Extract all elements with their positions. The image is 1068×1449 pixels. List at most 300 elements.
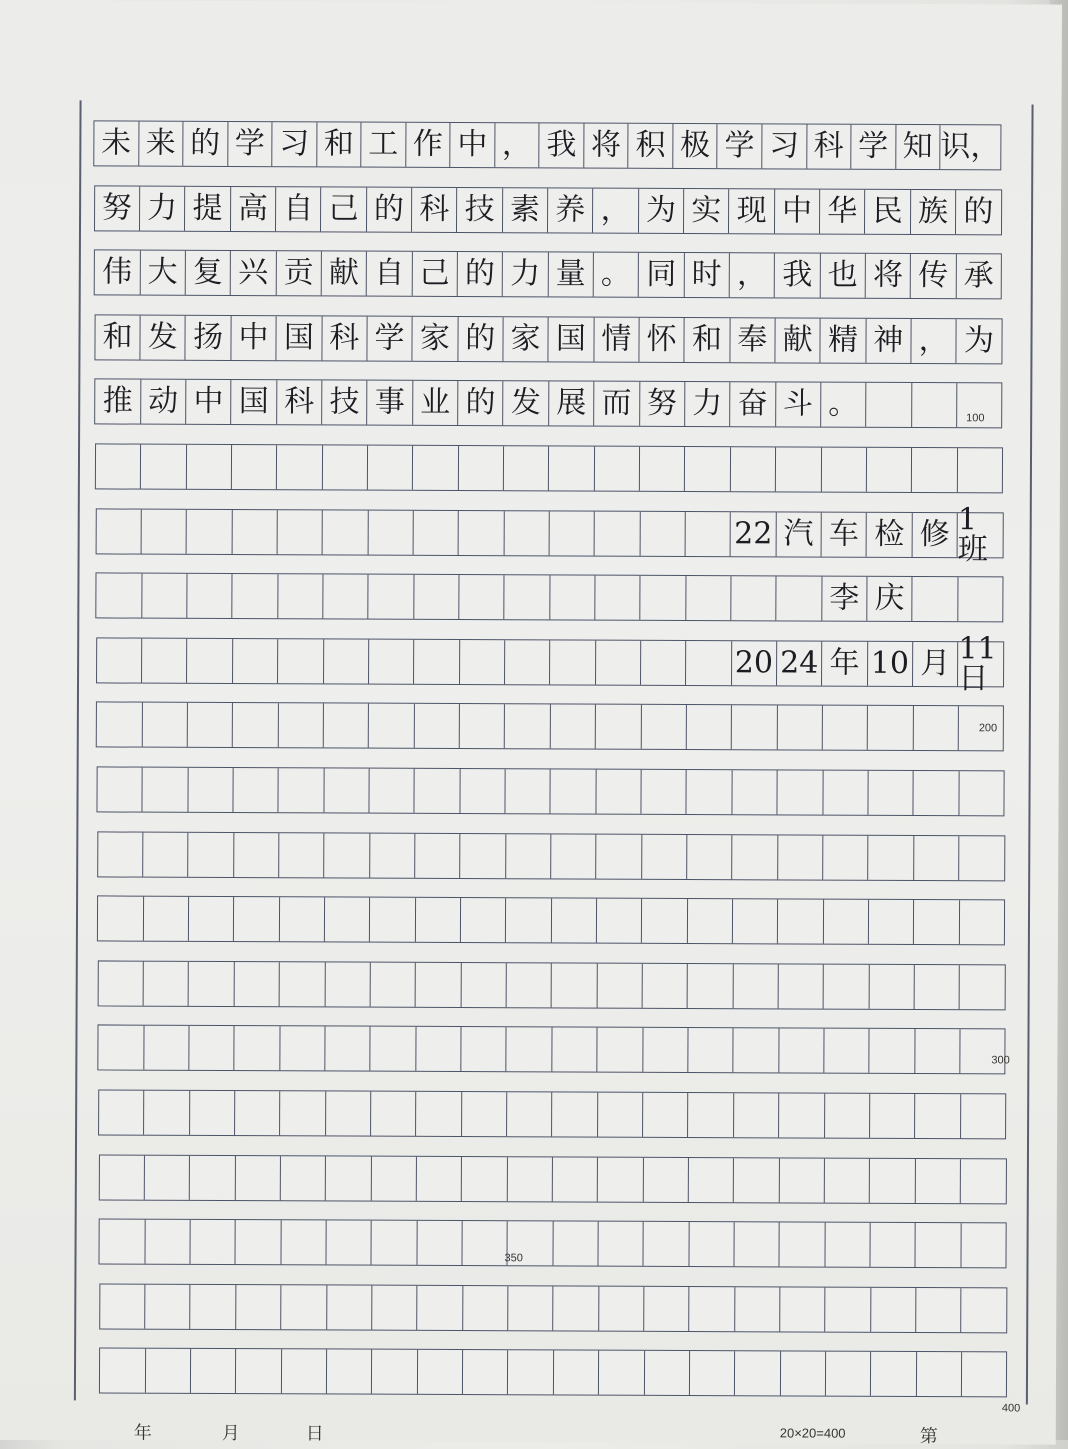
grid-cell [598,1093,644,1137]
grid-cell [141,445,187,489]
grid-cell [326,1156,372,1200]
grid-cell [595,511,641,555]
grid-cell [685,447,731,491]
grid-cell [99,1155,145,1199]
grid-cell [146,1349,192,1393]
count-350: 350 [504,1252,523,1265]
grid-cell: 献 [775,318,821,362]
grid-cell: 发 [504,382,550,426]
footer-grid-spec: 20×20=400 [779,1425,846,1441]
grid-cell [144,1091,190,1135]
grid-cell [733,964,779,1008]
grid-cell [504,446,550,490]
grid-cell [191,1349,237,1393]
grid-cell [961,1094,1006,1138]
grid-cell [324,639,370,683]
grid-cell: 高 [231,187,277,231]
grid-cell: 业 [413,381,459,425]
grid-cell [462,1221,508,1265]
grid-cell [640,511,686,555]
grid-cell [280,1091,326,1135]
grid-cell [145,1155,191,1199]
grid-cell [732,770,778,814]
grid-cell [98,961,144,1005]
count-300: 300 [991,1054,1010,1067]
grid-cell: 努 [95,186,141,230]
grid-cell: 修 [912,513,958,557]
grid-cell [142,703,188,747]
grid-cell [868,706,914,750]
grid-cell [779,964,825,1008]
grid-cell: ， [911,319,957,363]
grid-cell: 华 [820,189,866,233]
grid-cell [641,705,687,749]
grid-row [94,250,1002,300]
grid-cell: 力 [140,186,186,230]
grid-cell: 。 [821,383,867,427]
grid-cell [640,447,686,491]
grid-row [98,1154,1006,1204]
grid-cell [234,897,280,941]
grid-cell [644,1222,690,1266]
grid-cell [551,769,597,813]
grid-row [97,831,1005,881]
grid-cell [553,1222,599,1266]
grid-cell: 自 [276,187,322,231]
grid-cell [505,640,551,684]
grid-cell [327,1350,373,1394]
grid-cell [415,769,461,813]
grid-cell: 养 [548,188,594,232]
grid-cell [598,1157,644,1201]
grid-cell [643,1157,689,1201]
grid-cell: 而 [594,382,640,426]
grid-cell [142,574,188,618]
grid-cell: 神 [866,319,912,363]
grid-cell [369,575,415,619]
grid-cell [778,770,824,814]
grid-cell [916,1223,962,1267]
grid-cell [958,577,1003,621]
grid-cell [823,706,869,750]
grid-cell: 科 [322,316,368,360]
grid-cell [461,1027,507,1071]
grid-cell [553,1286,599,1330]
grid-cell [597,834,643,878]
grid-cell [235,1091,281,1135]
grid-cell [644,1287,690,1331]
grid-cell [914,836,960,880]
grid-cell [824,964,870,1008]
grid-cell [417,1286,463,1330]
grid-cell [735,1287,781,1331]
grid-cell [916,1159,962,1203]
grid-cell [960,1030,1005,1074]
grid-cell: 习 [762,124,807,168]
grid-cell: 极 [673,124,718,168]
grid-cell [913,706,959,750]
grid-cell: 汽 [776,512,822,556]
grid-cell: 奋 [730,383,776,427]
grid-cell: 自 [367,252,413,296]
grid-cell [554,1351,600,1395]
grid-cell [779,1029,825,1073]
grid-cell [507,1028,553,1072]
grid-cell: 中 [231,316,277,360]
grid-cell [780,1352,826,1396]
grid-cell: 中 [451,123,496,167]
grid-cell [959,836,1004,880]
grid-cell [96,574,142,618]
grid-row [95,501,1003,567]
grid-cell [323,445,369,489]
grid-cell: 承 [963,258,994,294]
grid-cell [143,897,189,941]
grid-cell [777,577,823,621]
grid-cell [869,900,915,944]
grid-cell [415,833,461,877]
grid-cell [233,574,279,618]
grid-cell [236,1349,282,1393]
grid-cell [369,639,415,683]
grid-cell: 积 [629,124,674,168]
grid-cell [232,510,278,554]
grid-cell [687,770,733,814]
grid-cell [279,833,325,877]
grid-cell: 24 [777,641,823,685]
grid-cell: 推 [96,380,142,424]
grid-cell [733,835,779,879]
grid-cell [142,509,188,553]
grid-cell [642,834,688,878]
grid-cell [371,1156,417,1200]
grid-cell [962,1353,1007,1397]
grid-cell: 和 [685,318,731,362]
grid-cell [370,898,416,942]
grid-cell: 怀 [639,318,685,362]
grid-cell: 中 [775,189,821,233]
grid-cell [323,575,369,619]
grid-cell [686,576,732,620]
grid-cell [912,383,958,427]
grid-cell [825,1223,871,1267]
grid-cell: ， [730,253,776,297]
grid-cell [463,1350,509,1394]
footer [0,1418,1056,1448]
grid-cell: 发 [141,315,187,359]
grid-cell [825,1094,871,1138]
grid-cell [279,704,325,748]
grid-cell: 力 [685,382,731,426]
grid-cell: 为 [639,188,685,232]
grid-cell [96,444,142,488]
grid-cell [596,705,642,749]
grid-cell [731,576,777,620]
grid-cell [282,1350,328,1394]
grid-cell [143,768,189,812]
grid-cell [959,771,1004,815]
grid-cell [733,899,779,943]
grid-cell: 月 [913,642,959,686]
grid-cell [96,509,142,553]
grid-cell [825,1158,871,1202]
grid-row [94,185,1002,235]
grid-cell [144,961,190,1005]
grid-cell [957,448,1002,492]
grid-cell [415,898,461,942]
grid-cell [734,1029,780,1073]
grid-cell [779,1093,825,1137]
grid-cell: 科 [412,187,458,231]
grid-cell [689,1093,735,1137]
grid-cell [505,575,551,619]
grid-cell [327,1285,373,1329]
grid-cell: 学 [851,125,896,169]
grid-cell [99,1090,145,1134]
grid-cell [144,1026,190,1070]
grid-cell [369,704,415,748]
grid-cell [100,1349,146,1393]
grid-cell [371,1092,417,1136]
grid-cell: 1班 [957,501,988,567]
grid-cell: 作 [406,123,451,167]
grid-cell [641,641,687,685]
grid-cell [98,897,144,941]
grid-cell [417,1221,463,1265]
grid-cell [688,1028,734,1072]
grid-cell [188,768,234,812]
grid-cell [189,962,235,1006]
grid-cell: 10 [868,642,914,686]
grid-cell [599,1286,645,1330]
grid-cell: 提 [185,186,231,230]
grid-cell [279,897,325,941]
grid-cell [416,963,462,1007]
grid-cell [371,1027,417,1071]
grid-cell [236,1220,282,1264]
grid-cell [232,445,278,489]
grid-row [93,120,1001,170]
grid-row [98,1089,1006,1139]
grid-cell [188,832,234,876]
grid-cell: 来 [139,122,184,166]
grid-cell: 20 [732,641,778,685]
grid-cell [280,962,326,1006]
grid-cell: 未 [94,121,139,165]
grid-cell [644,1351,690,1395]
grid-cell [915,1029,961,1073]
grid-cell: 和 [317,122,362,166]
grid-cell: 学 [718,124,763,168]
grid-cell [776,447,822,491]
grid-cell [731,447,777,491]
grid-cell [688,964,734,1008]
grid-cell [505,705,551,749]
grid-cell: 李 [822,577,868,621]
grid-cell [508,1351,554,1395]
grid-cell [188,703,234,747]
grid-row [97,960,1005,1010]
grid-cell [689,1158,735,1202]
grid-cell: 精 [821,318,867,362]
grid-cell [642,899,688,943]
grid-cell [551,834,597,878]
grid-cell [826,1352,872,1396]
grid-cell [190,1155,236,1199]
grid-cell [553,1157,599,1201]
grid-cell [278,639,324,683]
grid-cell [870,1094,916,1138]
grid-cell [598,1222,644,1266]
grid-cell [418,1350,464,1394]
grid-cell [643,964,689,1008]
grid-cell: 。 [594,253,640,297]
grid-cell [504,511,550,555]
grid-cell [279,768,325,812]
grid-cell [869,965,915,1009]
grid-cell: 工 [361,123,406,167]
grid-cell [867,448,913,492]
grid-cell: 将 [584,124,629,168]
grid-cell [962,1288,1007,1332]
grid-cell [552,899,598,943]
grid-cell [325,1027,371,1071]
grid-cell: 复 [186,251,232,295]
grid-cell: 大 [140,251,186,295]
grid-cell [461,963,507,1007]
grid-cell [323,510,369,554]
grid-frame [74,100,1034,1404]
grid-cell [508,1286,554,1330]
grid-cell [914,900,960,944]
count-400: 400 [1001,1402,1021,1415]
grid-cell [689,1287,735,1331]
grid-cell: 为 [963,323,995,359]
grid-cell: 将 [866,254,912,298]
grid-cell [507,1157,553,1201]
grid-cell [596,770,642,814]
grid-cell [461,834,507,878]
grid-cell [597,899,643,943]
grid-cell [824,900,870,944]
grid-cell [778,835,824,879]
grid-cell: 的 [458,381,504,425]
grid-cell [595,447,641,491]
grid-cell [598,1028,644,1072]
grid-cell [235,1026,281,1070]
grid-cell [459,511,505,555]
grid-cell [280,1027,326,1071]
grid-cell: 献 [322,252,368,296]
grid-cell [281,1285,327,1329]
grid-cell: 量 [548,253,594,297]
grid-cell [416,1027,462,1071]
grid-cell [821,448,867,492]
grid-cell [507,963,553,1007]
grid-cell: 斗 [776,383,822,427]
grid-cell [414,640,460,684]
grid-cell [98,832,144,876]
grid-cell [871,1288,917,1332]
grid-cell [549,446,595,490]
grid-cell [916,1352,962,1396]
grid-cell [324,704,370,748]
count-100: 100 [966,412,985,425]
count-200: 200 [978,722,998,735]
grid-cell: 伟 [95,251,141,295]
footer-day-label: 日 [305,1423,324,1445]
grid-row [96,702,1004,752]
grid-cell [235,1156,281,1200]
grid-cell [326,1091,372,1135]
grid-cell [143,832,189,876]
grid-cell: 学 [367,316,413,360]
grid-cell [780,1158,826,1202]
grid-cell [460,640,506,684]
grid-cell [915,1094,961,1138]
grid-cell [460,704,506,748]
grid-cell [734,1158,780,1202]
grid-cell [506,898,552,942]
grid-cell [825,1287,871,1331]
grid-cell [277,445,323,489]
grid-cell [643,1093,689,1137]
grid-cell [687,705,733,749]
grid-cell: 11日 [958,630,997,697]
grid-cell [414,510,460,554]
grid-cell [370,962,416,1006]
grid-cell: 科 [807,125,852,169]
grid-cell [686,512,732,556]
grid-cell [687,835,733,879]
grid-cell [368,510,414,554]
grid-cell: 技 [322,381,368,425]
grid-cell: 22 [731,512,777,556]
grid-cell [914,771,960,815]
grid-cell [460,769,506,813]
grid-cell [686,641,732,685]
grid-cell [372,1285,418,1329]
grid-cell [871,1352,917,1396]
grid-cell [597,963,643,1007]
grid-cell: 同 [639,253,685,297]
grid-cell [960,965,1005,1009]
grid-cell [735,1352,781,1396]
grid-cell [461,898,507,942]
grid-cell [913,577,959,621]
grid-cell [187,574,233,618]
grid-cell: 努 [640,382,686,426]
grid-cell: 和 [95,315,141,359]
grid-cell: 事 [368,381,414,425]
grid-cell: 时 [684,253,730,297]
grid-cell [99,1026,145,1070]
grid-cell [415,704,461,748]
grid-cell [507,1092,553,1136]
grid-cell [552,963,598,1007]
grid-cell [414,575,460,619]
grid-cell [368,446,414,490]
grid-row [96,630,1004,697]
grid-cell: 展 [549,382,595,426]
grid-cell [97,638,143,682]
grid-cell [778,900,824,944]
grid-row [99,1283,1007,1333]
grid-cell: 检 [867,512,913,556]
grid-cell [690,1351,736,1395]
grid-cell: 的 [458,252,504,296]
grid-cell [145,1284,191,1328]
